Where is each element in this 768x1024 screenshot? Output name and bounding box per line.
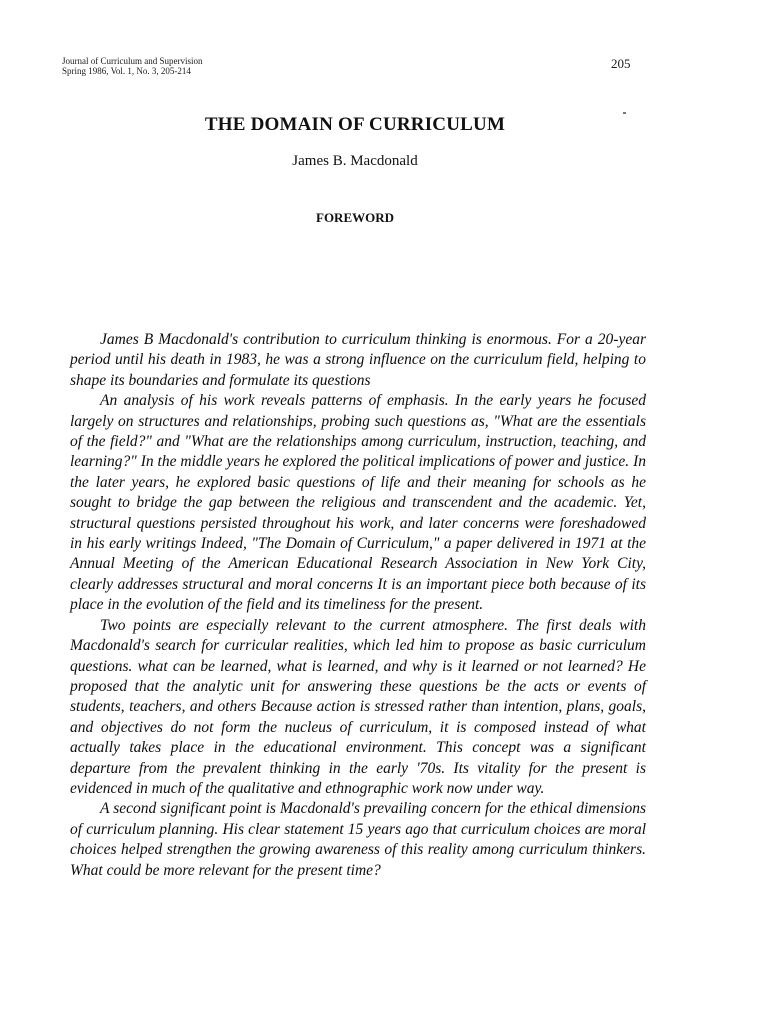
journal-name: Journal of Curriculum and Supervision <box>62 56 203 66</box>
journal-citation <box>62 56 202 76</box>
page-number: 205 <box>611 56 631 71</box>
journal-issue: Spring 1986, Vol. 1, No. 3, 205-214 <box>62 66 191 76</box>
section-heading: FOREWORD <box>316 210 394 225</box>
foreword-body <box>70 330 646 881</box>
paragraph: James B Macdonald's contribution to curriculum thinking is enormous. For a 20-year period until his death in 1983, he was a strong influence on the curriculum field, helping to shape its boundaries and formulate its questions <box>70 331 646 389</box>
paragraph: An analysis of his work reveals patterns of emphasis. In the early years he focused largely on structures and relationships, probing such questions as, "What are the essentials of the field?" and "What are the relationships among curriculum, instruction, teaching, and learning?" In the middle years he explored the political implications of power and justice. In the later years, he explored basic questions of life and their meaning for schools as he sought to bridge the gap between the religious and transcendent and the academic. Yet, structural questions persisted throughout his work, and later concerns were foreshadowed in his early writings Indeed, "The Domain of Curriculum," a paper delivered in 1971 at the Annual Meeting of the American Educational Research Association in New York City, clearly addresses structural and moral concerns It is an important piece both because of its place in the evolution of the field and its timeliness for the present. <box>70 392 646 614</box>
article-author: James B. Macdonald <box>292 153 418 169</box>
article-title: THE DOMAIN OF CURRICULUM <box>204 114 506 135</box>
paragraph: A second significant point is Macdonald's prevailing concern for the ethical dimensions of curriculum planning. His clear statement 15 years ago that curriculum choices are moral choices helped strengthen the growing awareness of this reality among curriculum thinkers. What could be more relevant for the present time? <box>70 800 646 879</box>
paragraph: Two points are especially relevant to the current atmosphere. The first deals with Macdonald's search for curricular realities, which led him to propose as basic curriculum questions. what can be learned, what is learned, and why is it learned or not learned? He proposed that the analytic unit for answering these questions be the acts or events of students, teachers, and others Because action is stressed rather than intention, plans, goals, and objectives do not form the nucleus of curriculum, it is composed instead of what actually takes place in the educational environment. This concept was a significant departure from the prevalent thinking in the early '70s. Its vitality for the present is evidenced in much of the qualitative and ethnographic work now under way. <box>70 616 646 797</box>
